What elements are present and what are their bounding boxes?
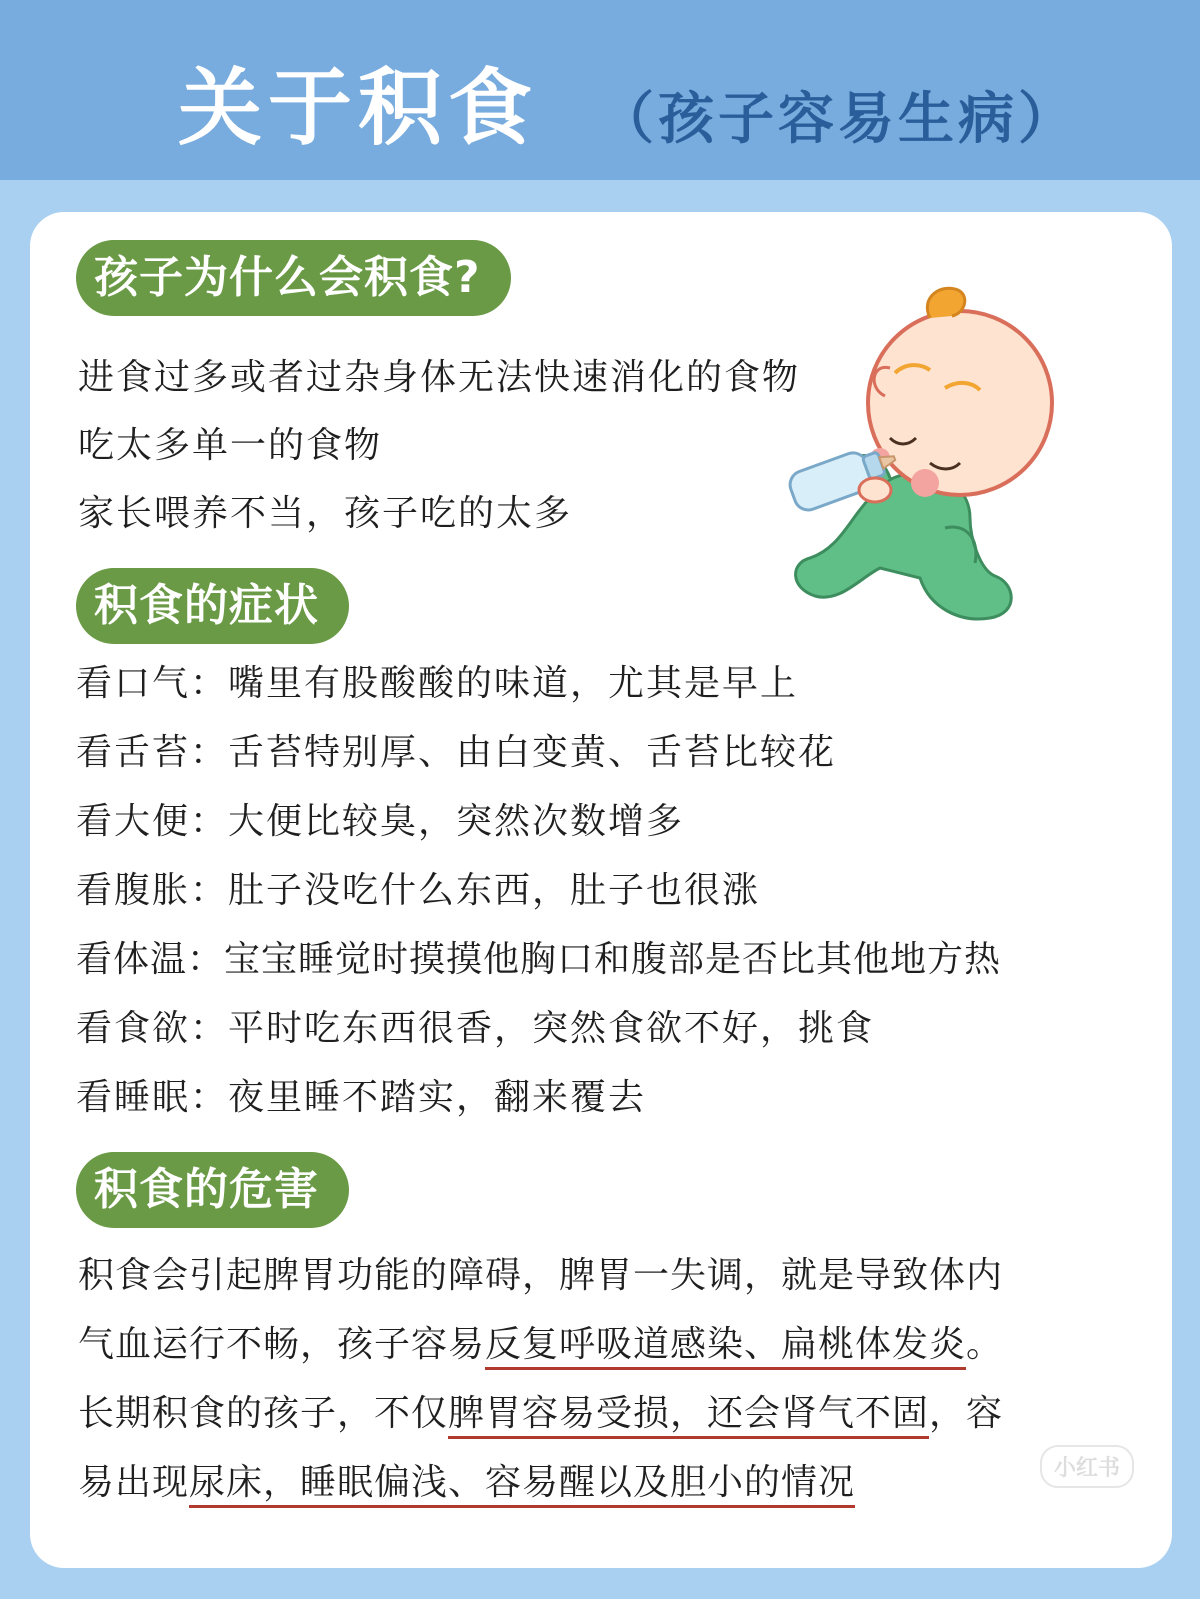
symptom-row — [76, 1005, 874, 1053]
cause-line-1: 进食过多或者过杂身体无法快速消化的食物 — [78, 357, 801, 398]
harm-underlined-text: 尿床，睡眠偏浅、容易醒以及胆小的情况 — [189, 1462, 855, 1508]
symptom-row — [76, 867, 760, 915]
symptom-text: 平时吃东西很香，突然食欲不好，挑食 — [228, 1008, 875, 1049]
cause-line-3: 家长喂养不当，孩子吃的太多 — [78, 493, 573, 534]
baby-with-bottle-illustration — [780, 278, 1080, 638]
symptom-text: 舌苔特别厚、由白变黄、舌苔比较花 — [228, 732, 837, 773]
page-title: 关于积食 — [178, 59, 539, 157]
harm-line-1: 积食会引起脾胃功能的障碍，脾胃一失调，就是导致体内 — [78, 1255, 1004, 1296]
symptom-row — [76, 1074, 646, 1122]
symptom-text: 大便比较臭，突然次数增多 — [228, 801, 685, 842]
harm-text: 易出现 — [78, 1462, 190, 1503]
symptom-row — [76, 798, 684, 846]
harm-text: ，容 — [929, 1393, 1004, 1434]
harm-line-2 — [78, 1321, 1003, 1369]
section-heading-harms: 积食的危害 — [76, 1152, 349, 1228]
symptom-row — [76, 729, 836, 777]
symptom-text: 嘴里有股酸酸的味道，尤其是早上 — [228, 663, 799, 704]
symptom-label: 看口气： — [76, 663, 229, 704]
symptom-label: 看舌苔： — [76, 732, 229, 773]
page-subtitle: （孩子容易生病） — [598, 87, 1078, 152]
symptom-text: 夜里睡不踏实，翻来覆去 — [228, 1077, 647, 1118]
symptom-label: 看大便： — [76, 801, 229, 842]
harm-underlined-text: 反复呼吸道感染、扁桃体发炎 — [485, 1324, 966, 1370]
symptom-label: 看体温： — [76, 939, 225, 980]
watermark-logo: 小红书 — [1040, 1445, 1134, 1488]
symptom-text: 宝宝睡觉时摸摸他胸口和腹部是否比其他地方热 — [224, 939, 1002, 980]
symptom-label: 看食欲： — [76, 1008, 229, 1049]
symptom-row — [76, 936, 1001, 984]
symptom-label: 看睡眠： — [76, 1077, 229, 1118]
harm-line-4 — [78, 1459, 855, 1507]
symptom-label: 看腹胀： — [76, 870, 229, 911]
harm-text: 。 — [966, 1324, 1004, 1365]
harm-text: 气血运行不畅，孩子容易 — [78, 1324, 486, 1365]
symptom-text: 肚子没吃什么东西，肚子也很涨 — [228, 870, 761, 911]
cause-line-2: 吃太多单一的食物 — [78, 425, 383, 466]
symptom-row — [76, 660, 798, 708]
harm-text: 长期积食的孩子，不仅 — [78, 1393, 449, 1434]
harm-line-3 — [78, 1390, 1003, 1438]
section-heading-causes: 孩子为什么会积食? — [76, 240, 511, 316]
harm-underlined-text: 脾胃容易受损，还会肾气不固 — [448, 1393, 929, 1439]
section-heading-symptoms: 积食的症状 — [76, 568, 349, 644]
header-banner — [0, 0, 1200, 180]
